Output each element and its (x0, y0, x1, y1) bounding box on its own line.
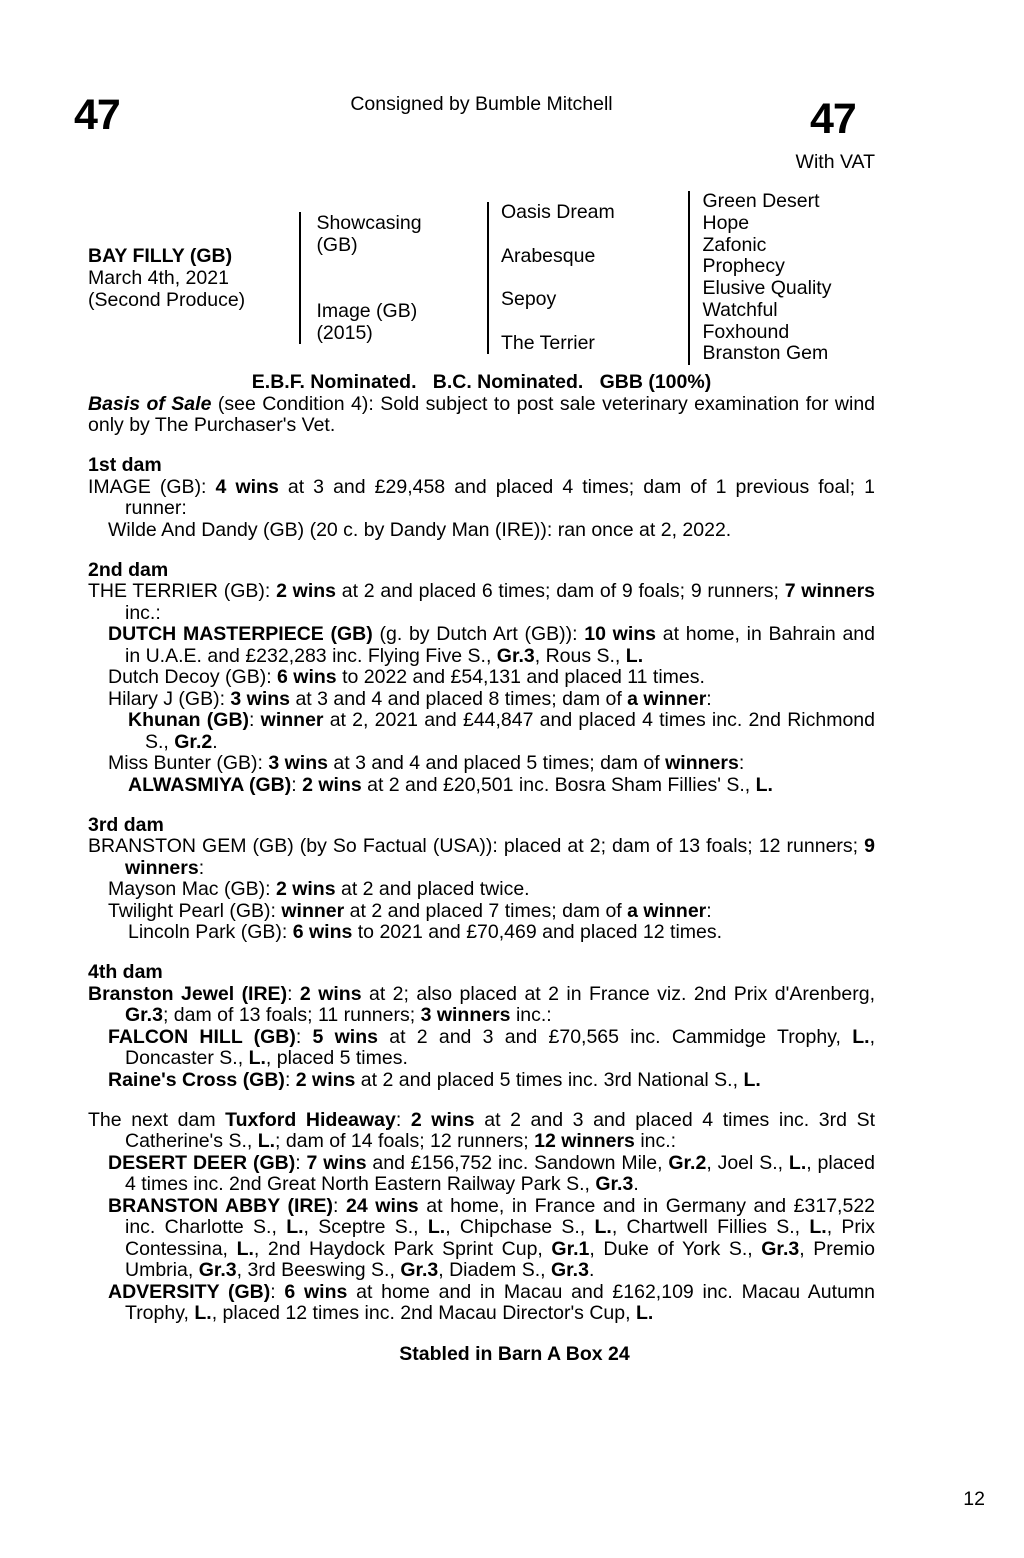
pedigree-great-grandparents-column (688, 191, 875, 365)
text-segment: at home, in Bahrain and in U.A.E. and £232,283 inc. Flying Five S., (125, 623, 875, 667)
text-segment: (g. by Dutch Art (GB)): (372, 623, 585, 645)
text-segment: Branston Jewel (IRE) (88, 982, 288, 1005)
text-segment: : (249, 709, 261, 731)
pedigree-entry (88, 581, 875, 624)
basis-of-sale (88, 394, 875, 437)
text-segment: : (291, 773, 303, 796)
text-segment: Gr.3 (595, 1173, 634, 1195)
pedigree-parents-column (299, 212, 487, 344)
text-segment: Gr.3 (400, 1259, 439, 1281)
text-segment: , placed 5 times. (265, 1047, 408, 1069)
text-segment: Lincoln Park (GB): (128, 921, 293, 943)
text-segment: 2 wins (276, 580, 336, 602)
text-segment: at 3 and 4 and placed 8 times; dam of (290, 687, 628, 710)
sire-name-line2: (GB) (316, 234, 358, 256)
text-segment: at home, in France and in Germany and £317,522 inc. Charlotte S., (125, 1194, 876, 1238)
text-segment: DUTCH MASTERPIECE (GB) (108, 623, 373, 645)
text-segment: at 2 and placed 6 times; dam of 9 foals; 9 runners; (336, 580, 785, 602)
dam-section (88, 1110, 875, 1325)
pedigree-entry (88, 710, 875, 753)
text-segment: ; dam of 14 foals; 12 runners; (275, 1130, 535, 1152)
text-segment: Twilight Pearl (GB): (108, 899, 282, 922)
text-segment: Khunan (GB) (128, 709, 250, 731)
great-grandparent-name: Elusive Quality (702, 277, 832, 300)
text-segment: 9 winners (125, 835, 875, 879)
text-segment: to 2022 and £54,131 and placed 11 times. (336, 666, 705, 688)
text-segment: L. (594, 1216, 612, 1238)
great-grandparent-name: Prophecy (702, 255, 785, 278)
text-segment: 7 winners (784, 580, 875, 602)
dam-section (88, 455, 875, 541)
text-segment: BRANSTON GEM (GB) (by So Factual (USA)): placed at 2; dam of 13 foals; 12 runners; (88, 835, 865, 857)
text-segment: inc.: (125, 601, 161, 624)
pedigree-entry (88, 922, 875, 944)
pedigree-entry (88, 477, 875, 520)
text-segment: winner (260, 709, 324, 731)
text-segment: a winner (627, 899, 707, 922)
text-segment: : (706, 687, 712, 710)
text-segment: , Sceptre S., (303, 1216, 428, 1238)
text-segment: , Duke of York S., (589, 1237, 762, 1260)
pedigree-entry (88, 879, 875, 901)
pedigree-table (88, 190, 875, 366)
text-segment: , Chipchase S., (445, 1216, 595, 1238)
text-segment: ALWASMIYA (GB) (128, 773, 292, 796)
text-segment: Miss Bunter (GB): (108, 752, 269, 774)
text-segment: 2 wins (299, 982, 362, 1005)
text-segment: Gr.3 (496, 644, 535, 667)
grandparent-name: Oasis Dream (500, 201, 615, 223)
pedigree-entry (88, 1153, 875, 1196)
pedigree-entry (88, 1282, 875, 1325)
text-segment: 6 wins (292, 921, 353, 943)
catalogue-text (88, 372, 875, 1365)
text-segment: Hilary J (GB): (108, 687, 231, 710)
text-segment: at 2 and placed 7 times; dam of (344, 899, 628, 922)
dam-name-line1: Image (GB) (316, 300, 418, 322)
pedigree-entry (88, 1196, 875, 1282)
pedigree-entry (88, 984, 875, 1027)
pedigree-entry (88, 753, 875, 775)
text-segment: : (395, 1108, 411, 1131)
text-segment: 12 winners (534, 1130, 635, 1152)
pedigree-entry (88, 836, 875, 879)
text-segment: at 2 and placed 5 times inc. 3rd National S., (355, 1068, 744, 1091)
text-segment: at 3 and 4 and placed 5 times; dam of (327, 752, 666, 774)
page-number: 12 (963, 1488, 985, 1510)
text-segment: , Prix Contessina, (125, 1216, 876, 1260)
text-segment: DESERT DEER (GB) (108, 1151, 296, 1174)
text-segment: 10 wins (584, 623, 657, 645)
pedigree-entry (88, 901, 875, 923)
text-segment: at 2 and placed twice. (335, 878, 530, 900)
text-segment: 2 wins (410, 1108, 475, 1131)
text-segment: Tuxford Hideaway (225, 1108, 396, 1131)
text-segment: Dutch Decoy (GB): (108, 666, 278, 688)
great-grandparent-name: Watchful (702, 298, 778, 321)
sire-name-line1: Showcasing (316, 212, 422, 234)
text-segment: Wilde And Dandy (GB) (20 c. by Dandy Man (IRE)): ran once at 2, 2022. (108, 518, 732, 541)
dam-name-line2: (2015) (316, 322, 373, 344)
text-segment: : (270, 1280, 285, 1303)
text-segment: Gr.2 (174, 730, 213, 753)
text-segment: L. (743, 1068, 761, 1091)
grandparent-name: The Terrier (500, 331, 595, 354)
text-segment: at 2 and 3 and placed 4 times inc. 3rd St Catherine's S., (125, 1108, 876, 1152)
great-grandparent-name: Hope (702, 211, 750, 234)
grandparent-name: Arabesque (500, 244, 596, 267)
text-segment: L. (248, 1047, 266, 1069)
consignor-line: Consigned by Bumble Mitchell (350, 93, 613, 115)
lot-number-left: 47 (74, 91, 120, 139)
text-segment: and £156,752 inc. Sandown Mile, (366, 1151, 669, 1174)
dam-heading: 2nd dam (88, 558, 169, 581)
text-segment: winners (665, 752, 739, 774)
text-segment: , Diadem S., (438, 1259, 551, 1281)
text-segment: 6 wins (284, 1280, 348, 1303)
text-segment: L. (809, 1216, 827, 1238)
text-segment: . (588, 1259, 595, 1281)
text-segment: at home and in Macau and £162,109 inc. Macau Autumn Trophy, (125, 1280, 876, 1324)
text-segment: . (212, 730, 218, 753)
text-segment: Gr.1 (551, 1237, 590, 1260)
text-segment: , 2nd Haydock Park Sprint Cup, (253, 1237, 552, 1260)
text-segment: L. (236, 1237, 254, 1260)
text-segment: Gr.3 (761, 1237, 800, 1260)
text-segment: winner (281, 899, 345, 922)
dam-section (88, 962, 875, 1091)
text-segment: THE TERRIER (GB): (88, 580, 277, 602)
dam-heading: 1st dam (88, 454, 162, 476)
text-segment: 6 wins (277, 666, 337, 688)
text-segment: . (633, 1173, 639, 1195)
text-segment: at 2 and £20,501 inc. Bosra Sham Fillies' S., (361, 773, 756, 796)
text-segment: BRANSTON ABBY (IRE) (108, 1194, 333, 1217)
pedigree-entry (88, 1070, 875, 1092)
text-segment: inc.: (510, 1004, 552, 1026)
text-segment: Basis of Sale (88, 392, 212, 415)
text-segment: FALCON HILL (GB) (108, 1025, 296, 1048)
text-segment: L. (635, 1302, 654, 1324)
text-segment: 3 wins (230, 687, 291, 710)
text-segment: , Rous S., (534, 644, 626, 667)
stabled-line: Stabled in Barn A Box 24 (399, 1342, 630, 1365)
text-segment: : (706, 899, 712, 922)
text-segment: at 3 and £29,458 and placed 4 times; dam of 1 previous foal; 1 runner: (125, 475, 876, 519)
text-segment: : (284, 1068, 296, 1091)
text-segment: , Joel S., (706, 1151, 789, 1174)
pedigree-grandparents-column (487, 202, 689, 354)
subject-foaling-date: March 4th, 2021 (88, 267, 229, 289)
dam-name (316, 300, 487, 344)
dam-sections (88, 455, 875, 1325)
text-segment: : (738, 752, 745, 774)
text-segment: : (295, 1025, 313, 1048)
text-segment: Raine's Cross (GB) (108, 1068, 285, 1091)
great-grandparent-name: Foxhound (702, 320, 790, 343)
text-segment: 3 wins (268, 752, 328, 774)
text-segment: 2 wins (302, 773, 362, 796)
text-segment: , Doncaster S., (125, 1025, 875, 1069)
text-segment: to 2021 and £70,469 and placed 12 times. (352, 921, 723, 943)
text-segment: , placed 4 times inc. 2nd Great North Eastern Railway Park S., (125, 1151, 875, 1195)
text-segment: IMAGE (GB): (88, 475, 216, 498)
text-segment: Gr.3 (198, 1259, 237, 1281)
text-segment: : (198, 856, 205, 879)
text-segment: L. (194, 1302, 212, 1324)
text-segment: inc.: (634, 1130, 677, 1152)
text-segment: L. (286, 1216, 304, 1238)
pedigree-entry (88, 520, 875, 542)
text-segment: ADVERSITY (GB) (108, 1280, 271, 1303)
lot-number-right: 47 (810, 95, 856, 143)
text-segment: a winner (627, 687, 707, 710)
pedigree-entry (88, 1027, 875, 1070)
text-segment: Gr.3 (125, 1004, 163, 1026)
text-segment: at 2, 2021 and £44,847 and placed 4 times inc. 2nd Richmond S., (145, 709, 875, 753)
text-segment: L. (257, 1130, 276, 1152)
text-segment: : (295, 1151, 307, 1174)
text-segment: , 3rd Beeswing S., (236, 1259, 401, 1281)
dam-section (88, 560, 875, 797)
dam-heading: 4th dam (88, 961, 163, 983)
pedigree-entry (88, 667, 875, 689)
sire-name (316, 212, 487, 256)
pedigree-entry (88, 775, 875, 797)
text-segment: The next dam (88, 1108, 226, 1131)
text-segment: at 2 and 3 and £70,565 inc. Cammidge Trophy, (377, 1025, 853, 1048)
text-segment: , placed 12 times inc. 2nd Macau Director's Cup, (211, 1302, 636, 1324)
pedigree-entry (88, 1110, 875, 1153)
text-segment: L. (788, 1151, 807, 1174)
dam-section (88, 815, 875, 944)
text-segment: Gr.3 (550, 1259, 589, 1281)
nominations-line: E.B.F. Nominated. B.C. Nominated. GBB (100%) (251, 371, 712, 393)
text-segment: , Premio Umbria, (125, 1237, 875, 1281)
subject-name: BAY FILLY (GB) (88, 245, 233, 267)
text-segment: L. (427, 1216, 446, 1238)
text-segment: Gr.2 (668, 1151, 707, 1174)
text-segment: 2 wins (295, 1068, 356, 1091)
text-segment: : (333, 1194, 347, 1217)
great-grandparent-name: Branston Gem (702, 342, 829, 365)
dam-heading: 3rd dam (88, 813, 164, 836)
text-segment: 4 wins (215, 475, 279, 498)
pedigree-subject (88, 245, 299, 311)
text-segment: L. (625, 644, 644, 667)
text-segment: 3 winners (420, 1004, 511, 1026)
pedigree-entry (88, 689, 875, 711)
great-grandparent-name: Green Desert (702, 190, 820, 212)
text-segment: L. (852, 1025, 870, 1048)
text-segment: (see Condition 4): Sold subject to post sale veterinary examination for wind only by The Purchaser's Vet. (88, 392, 876, 436)
pedigree-entry (88, 624, 875, 667)
vat-note: With VAT (795, 151, 875, 173)
text-segment: ; dam of 13 foals; 11 runners; (162, 1004, 421, 1026)
text-segment: 7 wins (306, 1151, 367, 1174)
text-segment: at 2; also placed at 2 in France viz. 2nd Prix d'Arenberg, (361, 982, 875, 1005)
text-segment: , Chartwell Fillies S., (611, 1216, 810, 1238)
subject-produce-note: (Second Produce) (88, 289, 246, 311)
text-segment: L. (755, 773, 773, 796)
text-segment: 24 wins (346, 1194, 419, 1217)
text-segment: Mayson Mac (GB): (108, 878, 276, 900)
text-segment: 2 wins (275, 878, 336, 900)
text-segment: 5 wins (312, 1025, 378, 1048)
text-segment: : (287, 982, 300, 1005)
great-grandparent-name: Zafonic (702, 233, 767, 256)
grandparent-name: Sepoy (500, 288, 557, 310)
